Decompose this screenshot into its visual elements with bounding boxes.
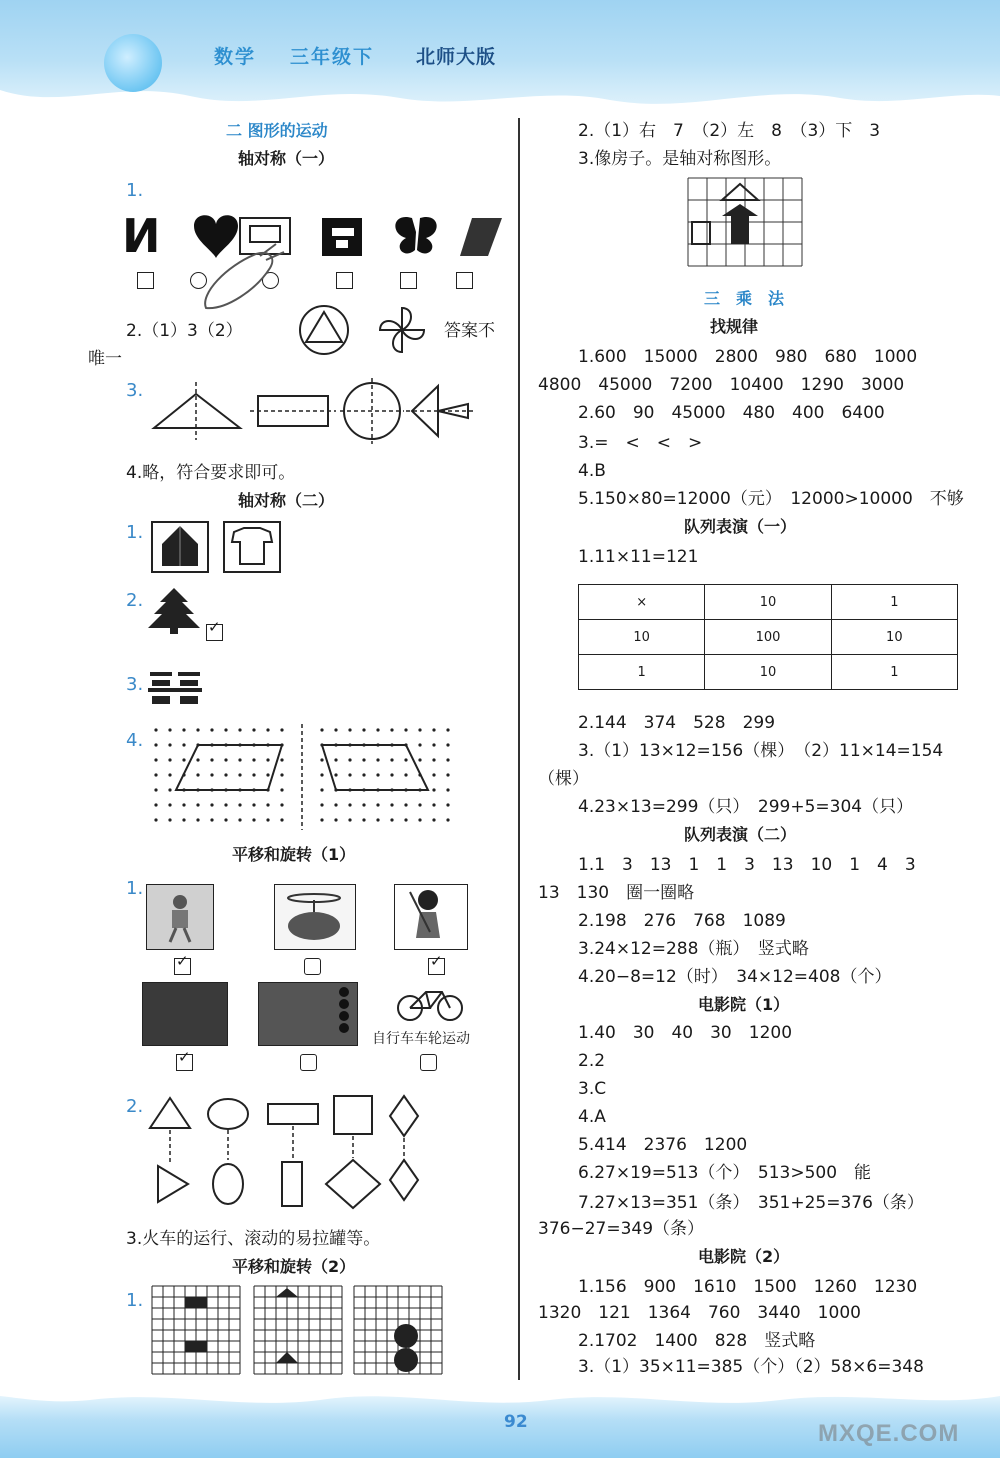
check-mark-icon: ✓ — [176, 952, 189, 970]
r-prev-q3: 3.像房子。是轴对称图形。 — [578, 149, 782, 169]
page-number: 92 — [504, 1412, 528, 1432]
r-dy1-q5: 5.414 2376 1200 — [578, 1135, 748, 1155]
r-dy2-q2: 2.1702 1400 828 竖式略 — [578, 1331, 816, 1351]
q3-label: 3. — [126, 674, 144, 695]
tree-icon — [148, 588, 204, 634]
checkbox — [137, 272, 154, 289]
r-dy2-q1b: 1320 121 1364 760 3440 1000 — [538, 1303, 861, 1323]
svg-text:И: И — [122, 209, 161, 263]
checkbox — [456, 272, 473, 289]
checkbox — [400, 272, 417, 289]
q4-label: 4. — [126, 730, 144, 751]
table-cell: 100 — [705, 620, 831, 655]
checkbox — [336, 272, 353, 289]
child-figure-icon — [152, 892, 208, 944]
table-cell: 1 — [831, 655, 957, 690]
table-cell: 10 — [705, 655, 831, 690]
r-zgl-q5: 5.150×80=12000（元） 12000>10000 不够 — [578, 489, 964, 509]
check-mark-icon: ✓ — [430, 952, 443, 970]
table-cell: 10 — [831, 620, 957, 655]
table-row — [579, 585, 958, 620]
carrot-sticker-icon — [196, 244, 286, 314]
rotating-toy-icon — [280, 890, 350, 944]
checkbox-circle — [420, 1054, 437, 1071]
r-dl2-q1a: 1.1 3 13 1 1 3 13 10 1 4 3 — [578, 855, 916, 875]
header-grade: 三年级下 — [290, 46, 375, 68]
q4-text: 4.略，符合要求即可。 — [126, 463, 296, 483]
q2-tail: 答案不 — [444, 321, 495, 341]
table-cell: 10 — [705, 585, 831, 620]
r-prev-q2: 2.（1）右 7 （2）左 8 （3）下 3 — [578, 121, 881, 141]
lesson-title-cinema-2: 电影院（2） — [698, 1247, 790, 1266]
r-zgl-q1b: 4800 45000 7200 10400 1290 3000 — [538, 375, 905, 395]
r-dl2-q3: 3.24×12=288（瓶） 竖式略 — [578, 939, 809, 959]
lesson-title-translation-1: 平移和旋转（1） — [232, 845, 356, 864]
r-dy1-q1: 1.40 30 40 30 1200 — [578, 1023, 793, 1043]
house-grid-figure — [688, 178, 808, 268]
symmetry-axis-shapes — [150, 378, 480, 448]
circle-triangle-figure — [298, 304, 358, 356]
r-dy1-q7b: 376−27=349（条） — [538, 1219, 705, 1239]
r-dy1-q6: 6.27×19=513（个） 513>500 能 — [578, 1163, 872, 1183]
q2-label: 2. — [126, 1096, 144, 1117]
table-cell: 10 — [579, 620, 705, 655]
r-dl2-q1b: 13 130 圈一圈略 — [538, 883, 695, 903]
lesson-title-formation-1: 队列表演（一） — [684, 517, 797, 536]
r-dy2-q1a: 1.156 900 1610 1500 1260 1230 — [578, 1277, 918, 1297]
r-dy1-q2: 2.2 — [578, 1051, 606, 1071]
caption-bicycle: 自行车车轮运动 — [372, 1031, 470, 1047]
check-mark-icon: ✓ — [208, 618, 221, 636]
q2-text: 2.（1）3（2） — [126, 321, 243, 341]
section-title-motion: 二 图形的运动 — [226, 121, 328, 140]
symmetry-shapes-row — [122, 209, 482, 263]
r-dy1-q7a: 7.27×13=351（条） 351+25=376（条） — [578, 1193, 924, 1213]
checkbox-circle — [304, 958, 321, 975]
table-row — [579, 655, 958, 690]
r-dl1-q1: 1.11×11=121 — [578, 547, 699, 567]
r-dl1-q2: 2.144 374 528 299 — [578, 713, 776, 733]
table-cell: 1 — [579, 655, 705, 690]
lesson-title-translation-2: 平移和旋转（2） — [232, 1257, 356, 1276]
r-dy1-q4: 4.A — [578, 1107, 606, 1127]
r-dy2-q3: 3.（1）35×11=385（个）（2）58×6=348 — [578, 1357, 924, 1377]
lesson-title-symmetry-2: 轴对称（二） — [238, 491, 335, 510]
r-zgl-q1a: 1.600 15000 2800 980 680 1000 — [578, 347, 918, 367]
r-dl1-q3b: （棵） — [538, 769, 589, 789]
symmetry-completion-figures — [150, 520, 290, 576]
section-title-multiplication: 三 乘 法 — [704, 289, 785, 308]
q2-label: 2. — [126, 590, 144, 611]
header-subject: 数学 — [214, 46, 257, 68]
square-grids-translation — [152, 1284, 452, 1380]
translation-rotation-shapes — [148, 1094, 428, 1210]
q3-label: 3. — [126, 380, 144, 401]
dots-column-icon — [334, 986, 354, 1042]
q1-label: 1. — [126, 522, 144, 543]
checkbox-circle — [300, 1054, 317, 1071]
sun-icon — [104, 34, 162, 92]
table-cell: × — [579, 585, 705, 620]
bicycle-icon — [396, 980, 466, 1024]
dot-grid-parallelograms — [152, 724, 472, 834]
watermark-logo: MXQE.COM — [818, 1420, 960, 1447]
header-edition: 北师大版 — [416, 46, 497, 68]
table-cell: 1 — [831, 585, 957, 620]
table-row — [579, 620, 958, 655]
lesson-title-symmetry-1: 轴对称（一） — [238, 149, 335, 168]
r-zgl-q2: 2.60 90 45000 480 400 6400 — [578, 403, 885, 423]
pinwheel-figure — [374, 306, 434, 356]
q1-label: 1. — [126, 180, 144, 201]
r-zgl-q4: 4.B — [578, 461, 606, 481]
lesson-title-cinema-1: 电影院（1） — [698, 995, 790, 1014]
column-divider — [518, 118, 520, 1380]
q3-text: 3.火车的运行、滚动的易拉罐等。 — [126, 1229, 381, 1249]
multiplication-table — [578, 584, 958, 690]
q2-continuation: 唯一 — [88, 349, 122, 369]
r-dy1-q3: 3.C — [578, 1079, 607, 1099]
double-happiness-icon — [148, 668, 204, 708]
r-dl2-q2: 2.198 276 768 1089 — [578, 911, 786, 931]
lesson-title-formation-2: 队列表演（二） — [684, 825, 797, 844]
r-dl2-q4: 4.20−8=12（时） 34×12=408（个） — [578, 967, 892, 987]
lesson-title-pattern: 找规律 — [710, 317, 759, 336]
check-mark-icon: ✓ — [178, 1048, 191, 1066]
r-zgl-q3: 3.= < < > — [578, 433, 703, 453]
girl-figure-icon — [400, 888, 460, 946]
footer-wave-decoration — [0, 1386, 1000, 1410]
q1-label: 1. — [126, 878, 144, 899]
r-dl1-q3a: 3.（1）13×12=156（棵） （2）11×14=154 — [578, 741, 944, 761]
photo-escalator — [142, 982, 228, 1046]
q1-label: 1. — [126, 1290, 144, 1311]
r-dl1-q4: 4.23×13=299（只） 299+5=304（只） — [578, 797, 914, 817]
